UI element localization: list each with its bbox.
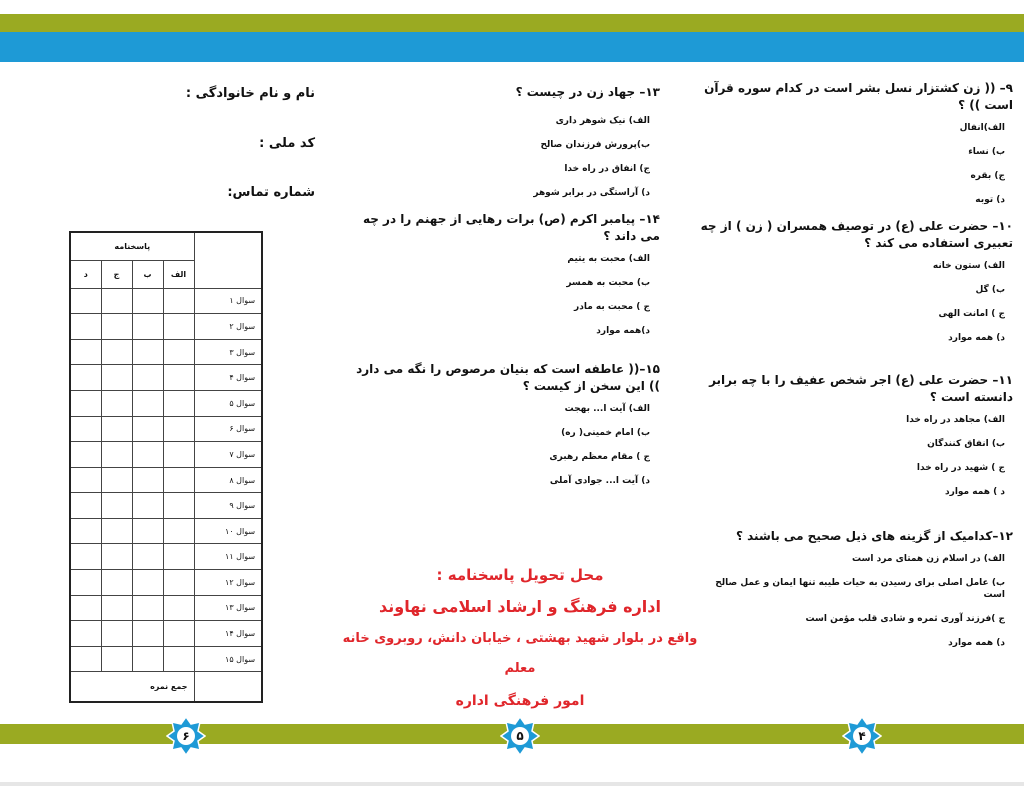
question-number-cell: سوال ۲ bbox=[194, 314, 262, 340]
answer-cell[interactable] bbox=[163, 518, 194, 544]
option: ج )فرزند آوری ثمره و شادی قلب مؤمن است bbox=[805, 614, 1005, 624]
answer-cell[interactable] bbox=[132, 467, 163, 493]
table-row bbox=[70, 467, 262, 493]
answer-cell[interactable] bbox=[101, 365, 132, 391]
question-title: ۱۵–(( عاطفه است که بنیان مرصوص را نگه می دارد )) این سخن از کیست ؟ bbox=[356, 362, 660, 393]
page-number-badge-5 bbox=[500, 716, 540, 756]
question-12 bbox=[695, 528, 1013, 649]
option: الف)انفال bbox=[959, 123, 1005, 133]
option: د) آراستگی در برابر شوهر bbox=[533, 188, 650, 198]
option: د) آیت ا... جوادی آملی bbox=[549, 476, 650, 486]
option: د) همه موارد bbox=[948, 638, 1005, 648]
option-header: الف bbox=[163, 260, 194, 288]
option-header: ج bbox=[101, 260, 132, 288]
table-row bbox=[70, 518, 262, 544]
answer-cell[interactable] bbox=[101, 544, 132, 570]
answer-cell[interactable] bbox=[132, 621, 163, 647]
answer-cell[interactable] bbox=[163, 621, 194, 647]
answer-cell[interactable] bbox=[70, 390, 101, 416]
answer-cell[interactable] bbox=[101, 646, 132, 672]
option: د ) همه موارد bbox=[945, 487, 1005, 497]
answer-cell[interactable] bbox=[70, 467, 101, 493]
middle-column bbox=[350, 84, 660, 499]
answer-cell[interactable] bbox=[70, 493, 101, 519]
question-number-cell: سوال ۹ bbox=[194, 493, 262, 519]
answer-cell[interactable] bbox=[132, 416, 163, 442]
total-empty-cell bbox=[194, 672, 262, 702]
option: ج ) امانت الهی bbox=[938, 309, 1005, 319]
answer-cell[interactable] bbox=[101, 621, 132, 647]
option: ج) انفاق در راه خدا bbox=[564, 164, 650, 174]
option: الف) مجاهد در راه خدا bbox=[906, 415, 1005, 425]
answer-cell[interactable] bbox=[132, 288, 163, 314]
question-title: ۱۳– جهاد زن در چیست ؟ bbox=[515, 85, 660, 99]
answer-cell[interactable] bbox=[163, 288, 194, 314]
answer-cell[interactable] bbox=[70, 621, 101, 647]
answer-cell[interactable] bbox=[163, 595, 194, 621]
answer-cell[interactable] bbox=[70, 288, 101, 314]
answer-cell[interactable] bbox=[163, 339, 194, 365]
answer-cell[interactable] bbox=[132, 493, 163, 519]
option: الف) در اسلام زن همتای مرد است bbox=[852, 554, 1005, 564]
page-number: ۵ bbox=[516, 729, 524, 743]
table-row bbox=[70, 390, 262, 416]
option: د) همه موارد bbox=[948, 333, 1005, 343]
question-number-cell: سوال ۷ bbox=[194, 442, 262, 468]
delivery-office: اداره فرهنگ و ارشاد اسلامی نهاوند bbox=[379, 597, 661, 616]
answer-cell[interactable] bbox=[101, 390, 132, 416]
page-number-badge-4 bbox=[842, 716, 882, 756]
page-number: ۴ bbox=[858, 729, 866, 743]
answer-cell[interactable] bbox=[163, 467, 194, 493]
option: ج ) محبت به مادر bbox=[574, 302, 650, 312]
table-row bbox=[70, 288, 262, 314]
table-row bbox=[70, 646, 262, 672]
option: ب) گل bbox=[975, 285, 1005, 295]
delivery-address: واقع در بلوار شهید بهشتی ، خیابان دانش، روبروی خانه معلم bbox=[342, 631, 698, 676]
answer-cell[interactable] bbox=[132, 570, 163, 596]
option: ب) عامل اصلی برای رسیدن به حیات طیبه تنها ایمان و عمل صالح است bbox=[715, 578, 1005, 600]
table-row bbox=[70, 365, 262, 391]
right-column bbox=[695, 80, 1013, 661]
answer-cell[interactable] bbox=[132, 646, 163, 672]
answer-cell[interactable] bbox=[163, 646, 194, 672]
delivery-title: محل تحویل پاسخنامه : bbox=[436, 566, 604, 584]
answer-cell[interactable] bbox=[132, 314, 163, 340]
answer-cell[interactable] bbox=[163, 442, 194, 468]
answer-sheet-table bbox=[69, 231, 263, 703]
name-label: نام و نام خانوادگی : bbox=[185, 86, 315, 101]
answer-cell[interactable] bbox=[101, 339, 132, 365]
question-number-cell: سوال ۱۵ bbox=[194, 646, 262, 672]
answer-sheet-header: پاسخنامه bbox=[70, 232, 194, 260]
question-title: ۱۲–کدامیک از گزینه های ذیل صحیح می باشند ؟ bbox=[735, 529, 1013, 543]
answer-cell[interactable] bbox=[101, 442, 132, 468]
answer-cell[interactable] bbox=[70, 518, 101, 544]
answer-cell[interactable] bbox=[163, 544, 194, 570]
question-11 bbox=[695, 372, 1013, 498]
table-row bbox=[70, 493, 262, 519]
answer-cell[interactable] bbox=[70, 339, 101, 365]
answer-cell[interactable] bbox=[101, 288, 132, 314]
answer-cell[interactable] bbox=[132, 595, 163, 621]
answer-cell[interactable] bbox=[163, 493, 194, 519]
bottom-divider bbox=[0, 782, 1024, 786]
table-row bbox=[70, 442, 262, 468]
answer-cell[interactable] bbox=[132, 518, 163, 544]
option: ب) محبت به همسر bbox=[566, 278, 650, 288]
table-row bbox=[70, 595, 262, 621]
table-row bbox=[70, 544, 262, 570]
answer-cell[interactable] bbox=[101, 416, 132, 442]
answer-cell[interactable] bbox=[70, 365, 101, 391]
corner-cell bbox=[194, 232, 262, 288]
page-number-badge-6 bbox=[166, 716, 206, 756]
total-row bbox=[70, 672, 262, 702]
question-number-cell: سوال ۱ bbox=[194, 288, 262, 314]
answer-cell[interactable] bbox=[163, 416, 194, 442]
question-15 bbox=[350, 361, 660, 487]
option: د) توبه bbox=[975, 195, 1005, 205]
answer-cell[interactable] bbox=[163, 365, 194, 391]
answer-cell[interactable] bbox=[132, 544, 163, 570]
top-green-bar bbox=[0, 14, 1024, 32]
answer-cell[interactable] bbox=[101, 518, 132, 544]
answer-cell[interactable] bbox=[101, 595, 132, 621]
answer-cell[interactable] bbox=[70, 595, 101, 621]
answer-cell[interactable] bbox=[70, 442, 101, 468]
option: الف) ستون خانه bbox=[932, 261, 1005, 271]
delivery-section bbox=[330, 560, 710, 718]
question-number-cell: سوال ۱۰ bbox=[194, 518, 262, 544]
question-number-cell: سوال ۸ bbox=[194, 467, 262, 493]
answer-cell[interactable] bbox=[70, 570, 101, 596]
question-number-cell: سوال ۴ bbox=[194, 365, 262, 391]
answer-cell[interactable] bbox=[70, 646, 101, 672]
question-number-cell: سوال ۳ bbox=[194, 339, 262, 365]
question-number-cell: سوال ۶ bbox=[194, 416, 262, 442]
answer-cell[interactable] bbox=[163, 570, 194, 596]
page-number: ۶ bbox=[182, 729, 190, 743]
answer-cell[interactable] bbox=[132, 442, 163, 468]
table-row bbox=[70, 570, 262, 596]
answer-cell[interactable] bbox=[132, 365, 163, 391]
answer-cell[interactable] bbox=[101, 314, 132, 340]
option: ج ) شهید در راه خدا bbox=[916, 463, 1005, 473]
table-row bbox=[70, 314, 262, 340]
table-row bbox=[70, 621, 262, 647]
answer-cell[interactable] bbox=[132, 339, 163, 365]
question-number-cell: سوال ۵ bbox=[194, 390, 262, 416]
answer-cell[interactable] bbox=[132, 390, 163, 416]
question-14 bbox=[350, 211, 660, 337]
option: ب) نساء bbox=[968, 147, 1005, 157]
answer-cell[interactable] bbox=[101, 570, 132, 596]
question-title: ۱۱– حضرت علی (ع) اجر شخص عفیف را با چه برابر دانسته است ؟ bbox=[709, 373, 1013, 404]
answer-cell[interactable] bbox=[163, 390, 194, 416]
question-number-cell: سوال ۱۴ bbox=[194, 621, 262, 647]
answer-cell[interactable] bbox=[70, 314, 101, 340]
top-blue-bar bbox=[0, 32, 1024, 62]
question-number-cell: سوال ۱۲ bbox=[194, 570, 262, 596]
question-number-cell: سوال ۱۳ bbox=[194, 595, 262, 621]
option: الف) محبت به یتیم bbox=[567, 254, 650, 264]
table-row bbox=[70, 416, 262, 442]
question-title: ۱۰– حضرت علی (ع) در توصیف همسران ( زن ) از چه تعبیری استفاده می کند ؟ bbox=[700, 219, 1013, 250]
answer-cell[interactable] bbox=[70, 416, 101, 442]
option: ب) امام خمینی( ره) bbox=[561, 428, 650, 438]
total-score-label: جمع نمره bbox=[70, 672, 194, 702]
answer-cell[interactable] bbox=[70, 544, 101, 570]
option-header: د bbox=[70, 260, 101, 288]
question-13 bbox=[350, 84, 660, 199]
option: ج ) مقام معظم رهبری bbox=[549, 452, 650, 462]
option: د)همه موارد bbox=[596, 326, 650, 336]
option: ب)پرورش فرزندان صالح bbox=[540, 140, 650, 150]
national-code-label: کد ملی : bbox=[259, 136, 315, 151]
answer-cell[interactable] bbox=[101, 493, 132, 519]
table-row bbox=[70, 339, 262, 365]
answer-cell[interactable] bbox=[163, 314, 194, 340]
answer-cell[interactable] bbox=[101, 467, 132, 493]
question-number-cell: سوال ۱۱ bbox=[194, 544, 262, 570]
phone-label: شماره تماس: bbox=[227, 185, 315, 200]
option: الف) نیک شوهر داری bbox=[555, 116, 650, 126]
question-title: ۹– (( زن کشتزار نسل بشر است در کدام سوره قرآن است )) ؟ bbox=[704, 81, 1013, 112]
option-header: ب bbox=[132, 260, 163, 288]
delivery-department: امور فرهنگی اداره bbox=[455, 693, 585, 709]
question-10 bbox=[695, 218, 1013, 344]
question-9 bbox=[695, 80, 1013, 206]
option: ج) بقره bbox=[970, 171, 1005, 181]
question-title: ۱۴– پیامبر اکرم (ص) برات رهایی از جهنم را در چه می داند ؟ bbox=[362, 212, 660, 243]
option: الف) آیت ا... بهجت bbox=[564, 404, 650, 414]
option: ب) انفاق کنندگان bbox=[927, 439, 1005, 449]
